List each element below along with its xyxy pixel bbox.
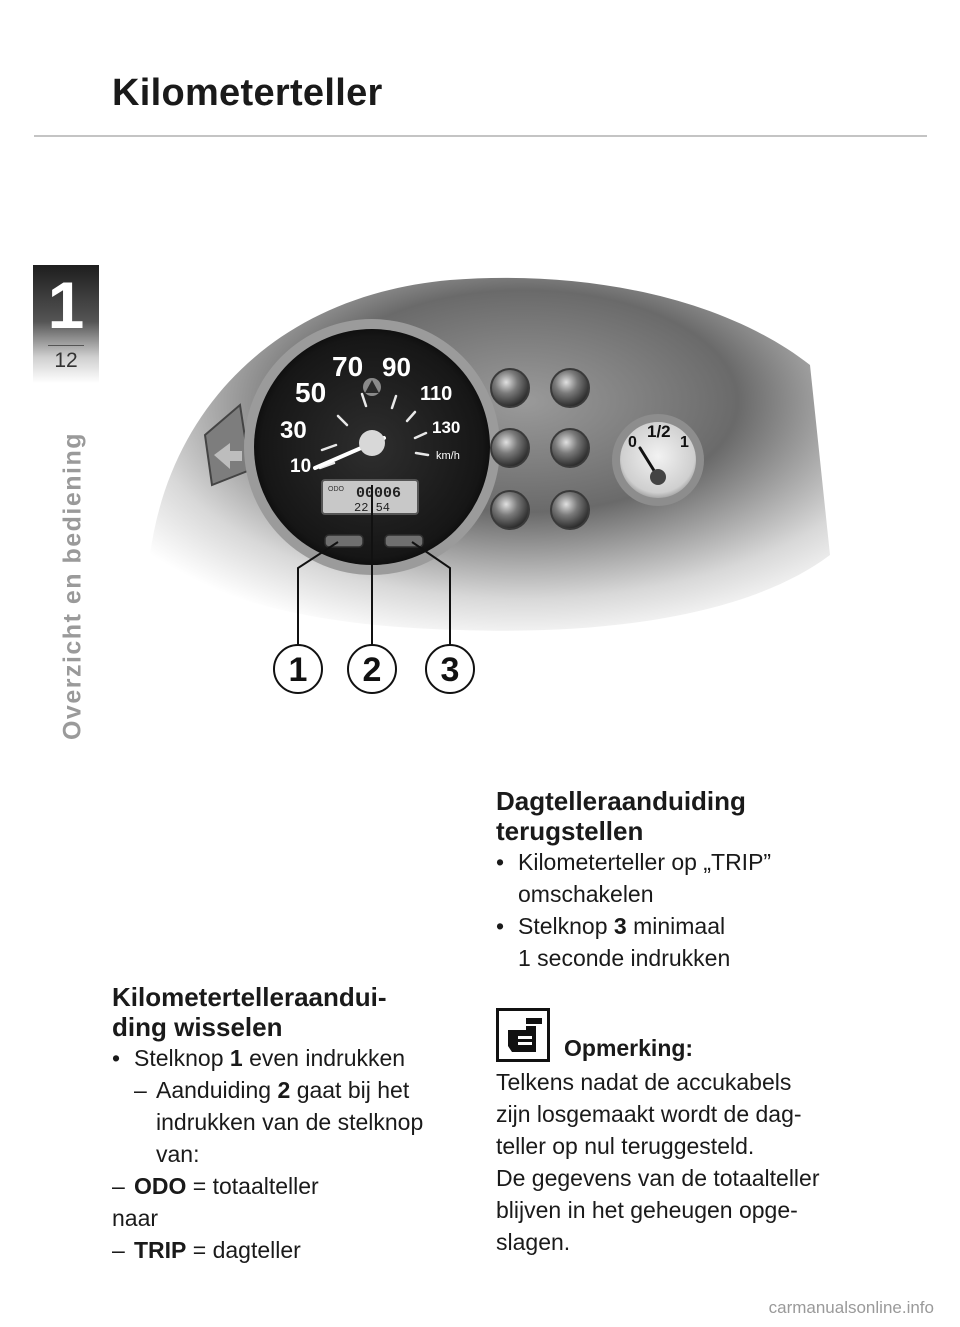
indicator-lamp-1 [491,369,529,407]
speed-mark-70: 70 [332,351,364,382]
bullet-icon: • [496,913,505,939]
dash-icon: – [112,1173,125,1199]
speed-mark-10: 10 [290,456,312,477]
pointing-hand-note-icon [496,1008,550,1062]
list-item [112,1042,472,1074]
note-line: zijn losgemaakt wordt de dag- [496,1101,802,1127]
lcd-clock-value: 22:54 [354,501,391,515]
adjust-button-1[interactable] [325,535,363,547]
list-item [496,846,896,910]
dash-icon: – [134,1077,147,1103]
step-text: even indrukken [249,1045,406,1071]
step-text: Aanduiding [156,1077,272,1103]
speed-mark-30: 30 [280,417,307,444]
note-label: Opmerking: [564,1035,694,1061]
callout-label-3: 3 [440,651,460,689]
lcd-odometer-value: 00006 [356,485,402,502]
note-line: slagen. [496,1229,571,1255]
indicator-lamp-3 [491,429,529,467]
step-text: Kilometerteller op „TRIP” [518,849,772,875]
list-sub-item [112,1074,472,1170]
chapter-tab [33,265,99,383]
fuel-mark-full: 1 [680,434,689,451]
naar-text: naar [112,1205,159,1231]
chapter-divider [48,345,84,346]
indicator-lamp-4 [551,429,589,467]
heading-line-2: ding wisselen [112,1012,283,1042]
needle-hub [359,430,385,456]
indicator-lamp-6 [551,491,589,529]
chapter-number: 1 [47,268,85,342]
note-line: Telkens nadat de accukabels [496,1069,792,1095]
speed-unit-label: km/h [436,450,460,462]
watermark: carmanualsonline.info [768,1298,934,1317]
header-divider [34,135,927,137]
step-text: minimaal [633,913,726,939]
step-text: omschakelen [518,881,654,907]
heading-line-2: terugstellen [496,816,644,846]
speed-mark-110: 110 [420,383,453,405]
dash-icon: – [112,1237,125,1263]
lcd-mode-label: ODO [328,486,344,493]
note-block [496,1008,896,1258]
step-text: van: [156,1141,200,1167]
step-text: Stelknop [134,1045,224,1071]
fuel-mark-empty: 0 [628,434,637,451]
step-text: 1 seconde indrukken [518,945,731,971]
list-item [496,910,896,974]
page-number: 12 [54,349,78,372]
odometer-switch-section [112,982,472,1266]
speed-mark-130: 130 [432,418,461,437]
note-text [496,1066,896,1258]
mode-desc: = dagteller [192,1237,301,1263]
bullet-icon: • [112,1045,121,1071]
note-line: De gegevens van de totaalteller [496,1165,820,1191]
step-text: gaat bij het [296,1077,410,1103]
fuel-mark-half: 1/2 [647,422,671,441]
speed-mark-50: 50 [295,377,327,408]
step-text: indrukken van de stelknop [156,1109,424,1135]
fuel-needle-hub [650,469,666,485]
callout-label-2: 2 [362,651,382,689]
section-heading-odometer-switch [112,982,472,1042]
indicator-lamp-5 [491,491,529,529]
heading-line-1: Dagtelleraanduiding [496,786,746,816]
mode-key-odo: ODO [134,1173,187,1199]
bullet-icon: • [496,849,505,875]
chapter-side-label: Overzicht en bediening [58,431,87,741]
mode-trip [112,1234,472,1266]
button-ref-3: 3 [613,913,627,939]
indicator-lamp-2 [551,369,589,407]
section-heading-trip-reset [496,786,896,846]
mode-key-trip: TRIP [134,1237,187,1263]
mode-desc: = totaalteller [192,1173,319,1199]
dashboard-illustration [110,255,870,715]
button-ref-1: 1 [229,1045,243,1071]
note-line: blijven in het geheugen opge- [496,1197,798,1223]
callout-label-1: 1 [288,651,308,689]
page-title: Kilometerteller [112,72,383,114]
speed-mark-90: 90 [382,352,411,382]
note-line: teller op nul teruggesteld. [496,1133,755,1159]
display-ref-2: 2 [277,1077,291,1103]
heading-line-1: Kilometertelleraandui- [112,982,387,1012]
mode-odo [112,1170,472,1202]
callout-markers [274,645,474,693]
trip-reset-section [496,786,896,974]
step-text: Stelknop [518,913,608,939]
